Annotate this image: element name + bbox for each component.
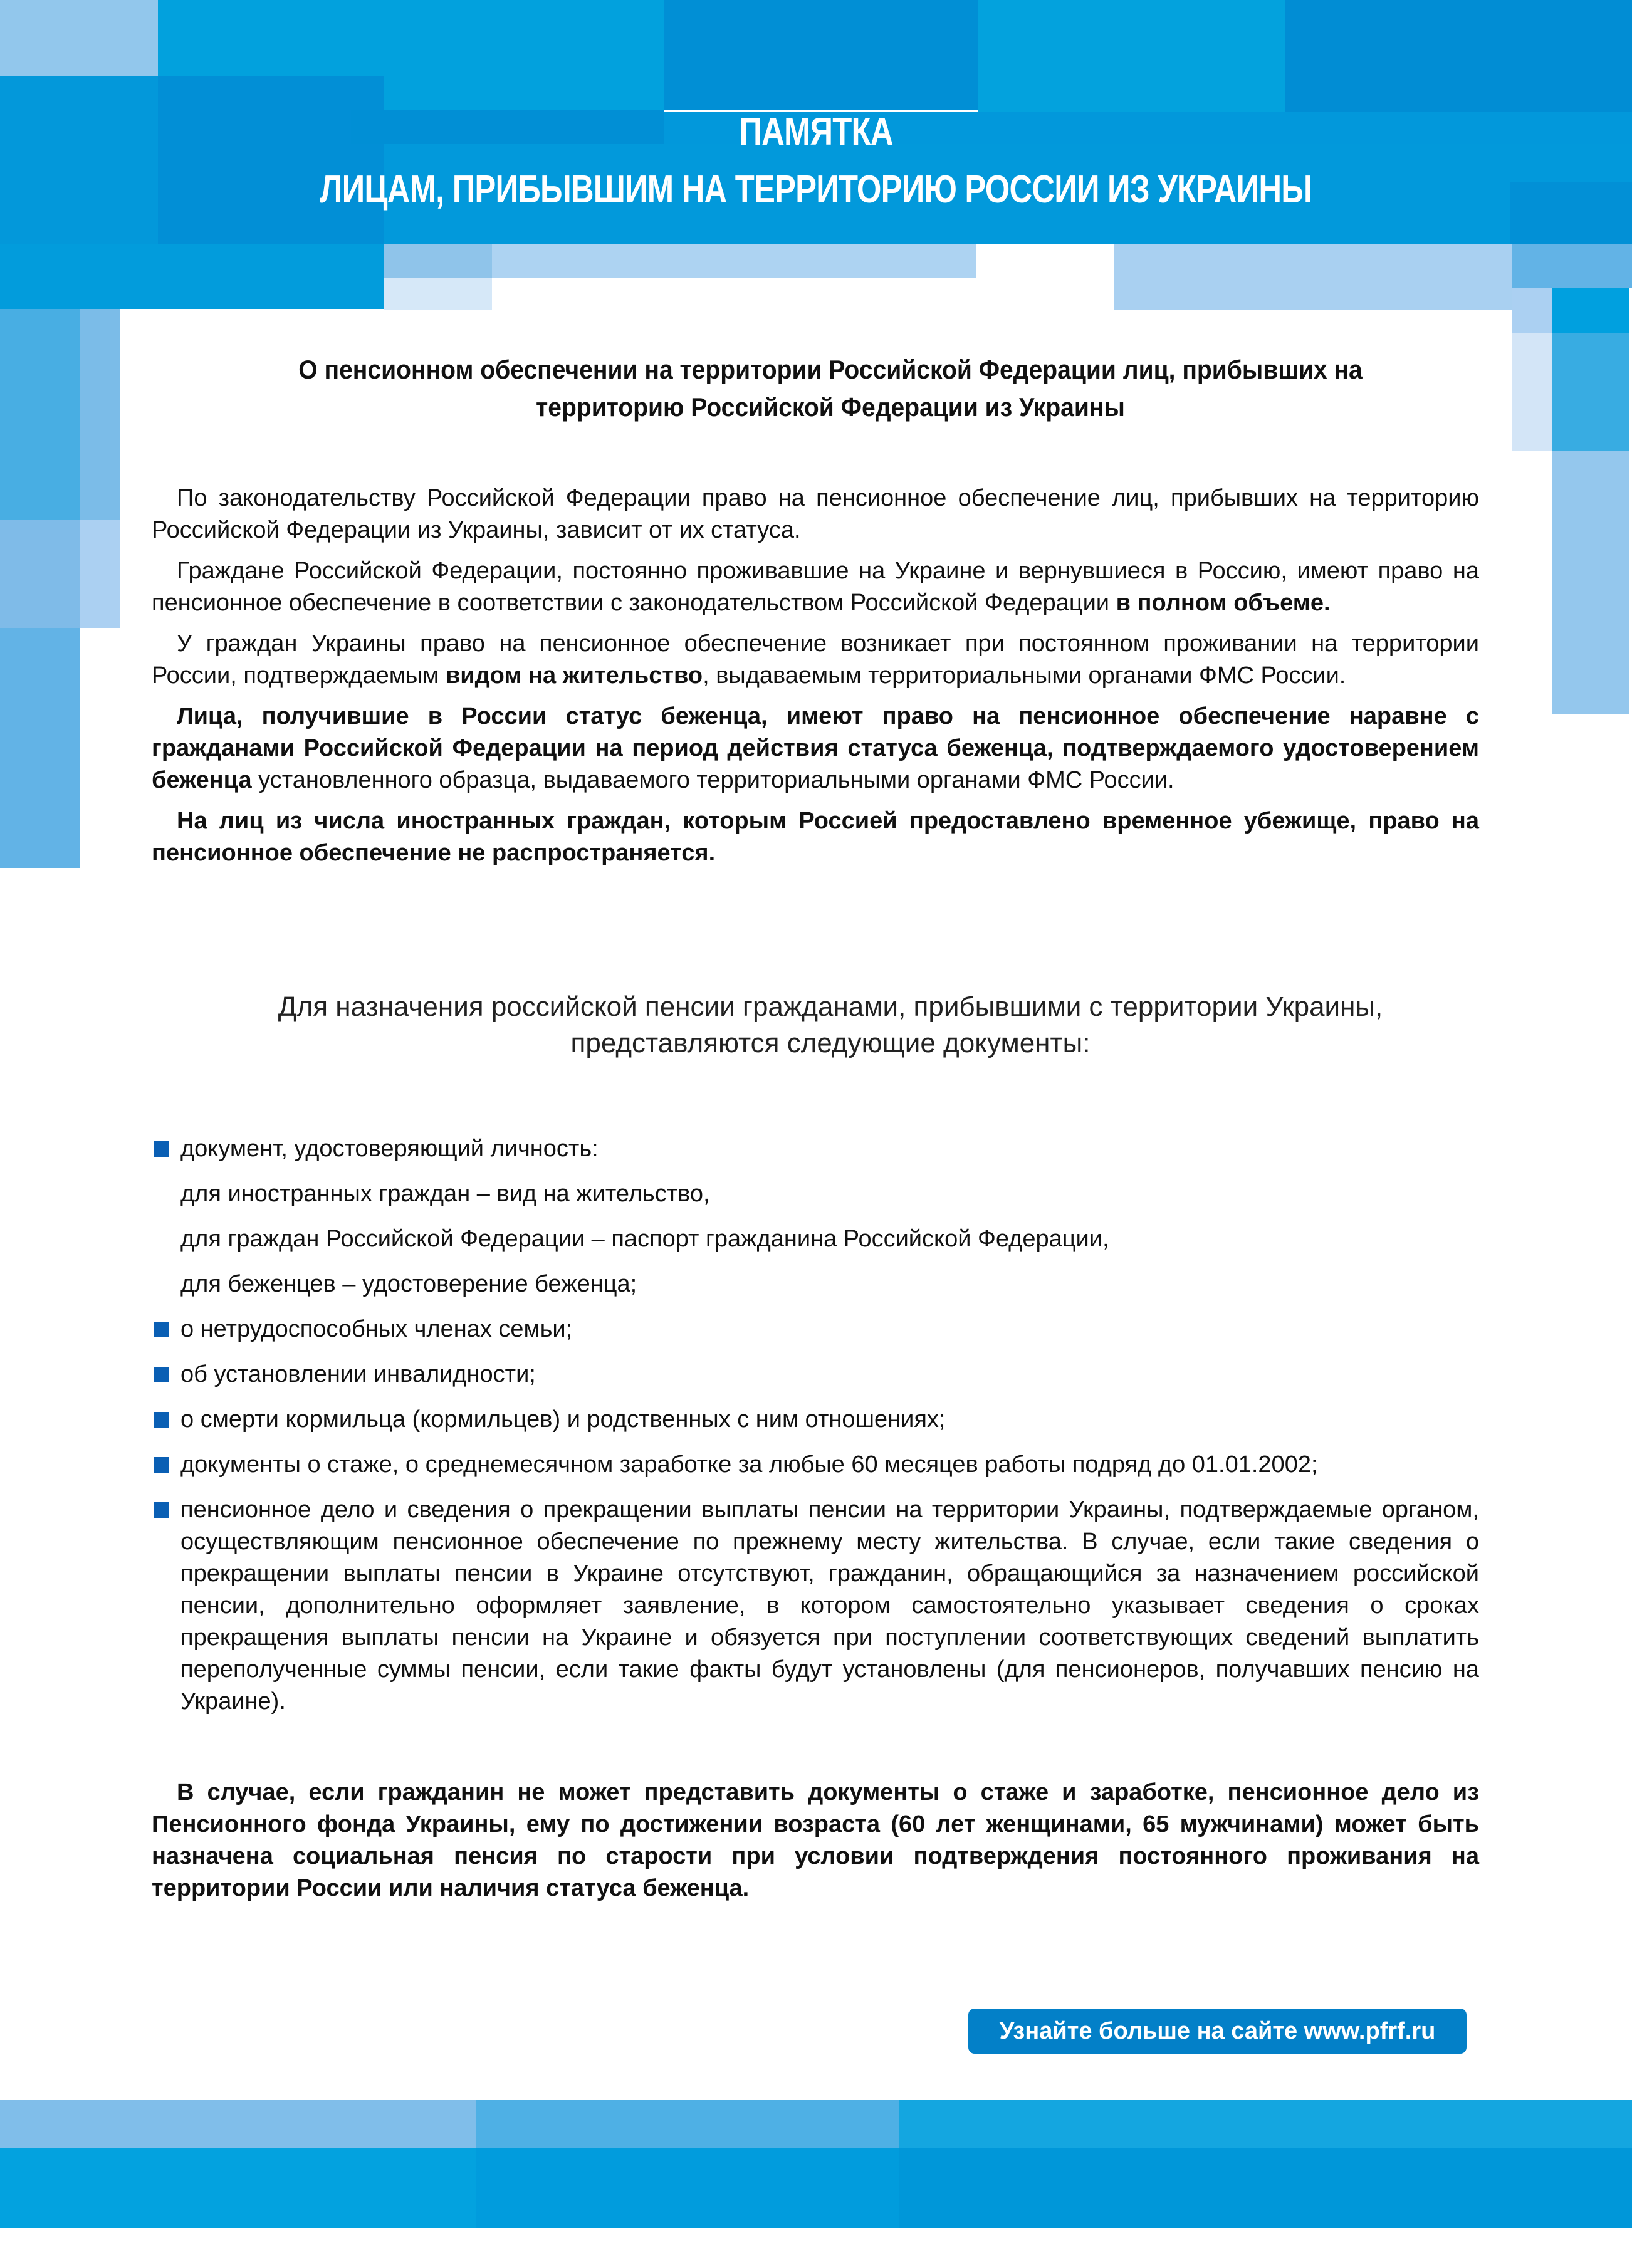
deco-block [1552,451,1629,714]
square-bullet-icon [154,1412,169,1428]
square-bullet-icon [154,1457,169,1473]
paragraph-temporary-asylum: На лиц из числа иностранных граждан, которым Россией предоставлено временное убежище, право на пенсионное обеспечение не распространяется. [152,808,1479,866]
title-line-1: ПАМЯТКА [739,110,893,154]
deco-block [1552,288,1629,333]
deco-block [1114,244,1512,310]
paragraph-ukraine-citizens: У граждан Украины право на пенсионное обеспечение возникает при постоянном проживании на территории России, подтверждаемым видом на жительство, выдаваемым территориальными органами ФМС России. [152,630,1479,689]
list-item: документы о стаже, о среднемесячном заработке за любые 60 месяцев работы подряд до 01.01.2002; [152,1449,1479,1481]
page-title [147,103,1485,219]
list-item: о смерти кормильца (кормильцев) и родственных с ним отношениях; [152,1404,1479,1436]
subtitle-line-2: территорию Российской Федерации из Украины [536,392,1125,422]
list-item: о нетрудоспособных членах семьи; [152,1314,1479,1346]
paragraph-status: По законодательству Российской Федерации право на пенсионное обеспечение лиц, прибывших на территорию Российской Федерации из Украины, зависит от их статуса. [152,485,1479,543]
deco-block [0,628,80,868]
deco-block [1512,288,1552,333]
deco-block [476,2148,899,2228]
deco-block [0,244,384,309]
deco-block [384,244,492,278]
deco-block [0,2148,476,2228]
list-item: документ, удостоверяющий личность: [152,1133,1479,1165]
square-bullet-icon [154,1367,169,1382]
paragraph-refugees: Лица, получившие в России статус беженца, имеют право на пенсионное обеспечение наравне с гражданами Российской Федерации на период действия статуса беженца, подтверждаемого удостоверением беженца установленного образца, выдаваемого территориальными органами ФМС России. [152,703,1479,793]
deco-block [384,278,492,310]
documents-heading [157,989,1504,1062]
deco-block [1285,0,1632,112]
deco-block [1510,182,1632,244]
deco-block [0,76,158,244]
deco-block [0,0,158,76]
list-item: об установлении инвалидности; [152,1359,1479,1391]
intro-paragraphs [152,483,1479,878]
paragraph-rf-citizens: Граждане Российской Федерации, постоянно проживавшие на Украине и вернувшиеся в Россию, имеют право на пенсионное обеспечение в соответствии с законодательством Российской Федерации в полном объеме. [152,558,1479,616]
deco-block [80,520,120,628]
deco-block [0,2100,476,2148]
final-note: В случае, если гражданин не может представить документы о стаже и заработке, пенсионное дело из Пенсионного фонда Украины, ему по достижении возраста (60 лет женщинами, 65 мужчинами) может быть назначена социальная пенсия по старости при условии подтверждения постоянного проживания на территории России или наличия статуса беженца. [152,1779,1479,1901]
deco-block [899,2100,1632,2148]
list-item: пенсионное дело и сведения о прекращении выплаты пенсии на территории Украины, подтверждаемые органом, осуществляющим пенсионное обеспечение по прежнему месту жительства. В случае, если такие сведения о прекращении выплаты пенсии в Украине отсутствуют, гражданин, обращающийся за назначением российской пенсии, дополнительно оформляет заявление, в котором самостоятельно указывает сведения о сроках прекращения выплаты пенсии на Украине и обязуется при поступлении соответствующих сведений выплатить переполученные суммы пенсии, если такие факты будут установлены (для пенсионеров, получавших пенсию на Украине). [152,1494,1479,1718]
deco-block [80,309,120,520]
deco-block [978,0,1285,112]
deco-block [1512,244,1632,288]
documents-heading-line-1: Для назначения российской пенсии гражданами, прибывшими с территории Украины, [278,991,1383,1022]
subtitle-line-1: О пенсионном обеспечении на территории Российской Федерации лиц, прибывших на [298,355,1363,384]
list-subitem: для иностранных граждан – вид на жительство, [180,1181,710,1207]
square-bullet-icon [154,1502,169,1518]
square-bullet-icon [154,1141,169,1157]
square-bullet-icon [154,1322,169,1337]
deco-block [664,0,978,110]
list-subitem: для беженцев – удостоверение беженца; [180,1271,637,1297]
section-subtitle [157,351,1504,426]
deco-block [899,2148,1632,2228]
deco-block [0,520,80,628]
website-link-button[interactable]: Узнайте больше на сайте www.pfrf.ru [968,2009,1467,2054]
deco-block [492,244,976,278]
documents-heading-line-2: представляются следующие документы: [570,1028,1091,1058]
deco-block [476,2100,899,2148]
deco-block [0,309,80,520]
documents-list [152,1133,1479,1731]
list-subitem: для граждан Российской Федерации – паспорт гражданина Российской Федерации, [180,1226,1109,1252]
title-line-2: ЛИЦАМ, ПРИБЫВШИМ НА ТЕРРИТОРИЮ РОССИИ ИЗ УКРАИНЫ [320,168,1312,211]
deco-block [1512,333,1552,451]
deco-block [1552,333,1629,451]
